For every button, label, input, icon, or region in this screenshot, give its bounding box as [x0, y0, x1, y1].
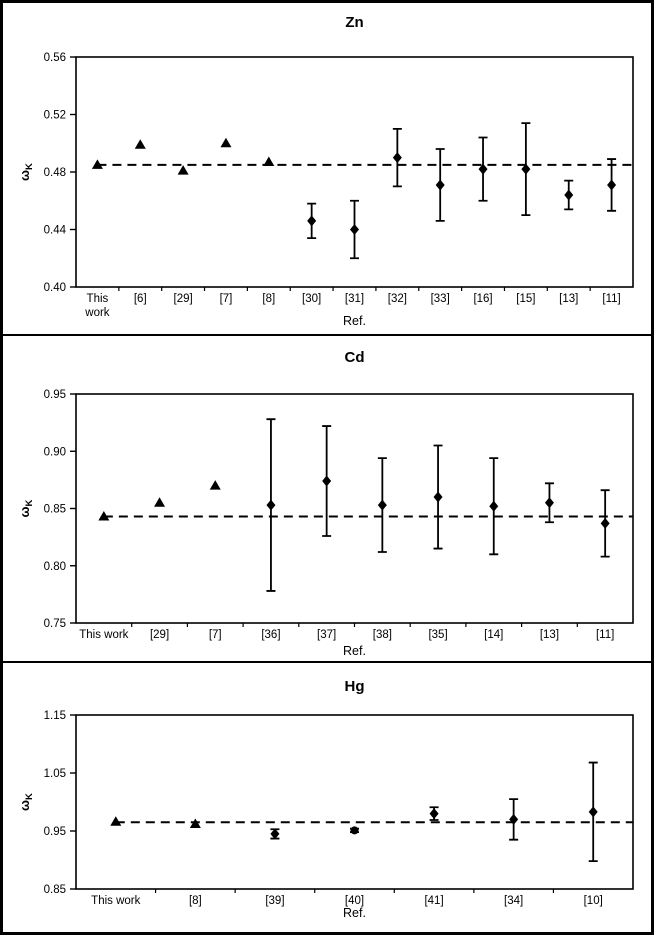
y-tick-label: 0.90 [43, 446, 66, 459]
panel-title: Cd [344, 349, 365, 366]
data-marker-diamond [489, 501, 498, 512]
y-axis-label [17, 163, 35, 181]
x-category-label: [13] [539, 629, 560, 641]
data-marker-diamond [589, 806, 598, 817]
k-subscript: K [24, 163, 35, 170]
y-tick-label: 0.40 [43, 282, 66, 294]
data-marker-diamond [378, 500, 387, 511]
panel-title: Zn [345, 14, 364, 31]
x-category-label: This [86, 293, 109, 305]
data-marker-diamond [266, 500, 275, 511]
x-category-label: [13] [559, 293, 579, 305]
x-category-label: [14] [484, 629, 504, 641]
x-category-label: [35] [428, 629, 448, 641]
x-category-label: [34] [504, 895, 524, 907]
y-tick-label: 0.44 [43, 224, 66, 237]
data-marker-diamond [564, 190, 573, 201]
data-marker-diamond [350, 224, 359, 235]
x-category-label: This work [91, 895, 141, 907]
x-category-label: [7] [219, 293, 233, 305]
x-category-label: [8] [262, 293, 276, 305]
x-category-label: [40] [344, 895, 365, 907]
x-category-label: [37] [317, 629, 337, 641]
data-marker-triangle [263, 156, 274, 166]
x-category-label: [39] [265, 895, 285, 907]
x-category-label: work [85, 307, 110, 319]
x-category-label: [11] [602, 293, 621, 305]
y-axis-label [17, 793, 35, 811]
x-category-label: [7] [208, 629, 222, 641]
x-category-label: [38] [372, 629, 392, 641]
x-category-label: [29] [149, 629, 170, 641]
x-axis-label: Ref. [343, 314, 366, 328]
x-category-label: [31] [344, 293, 365, 305]
x-axis-label: Ref. [343, 644, 366, 658]
x-category-label: [6] [133, 293, 147, 305]
y-tick-label: 0.85 [43, 884, 66, 896]
x-category-label: [29] [173, 293, 193, 305]
data-marker-diamond [601, 518, 610, 529]
data-marker-triangle [110, 816, 121, 826]
x-axis-label: Ref. [343, 906, 366, 920]
x-category-label: [36] [261, 629, 281, 641]
data-marker-diamond [430, 808, 439, 819]
data-marker-diamond [545, 497, 554, 508]
plot-svg [3, 3, 651, 334]
x-category-label: This work [79, 629, 129, 641]
data-marker-diamond [322, 476, 331, 487]
data-marker-diamond [436, 179, 445, 190]
x-category-label: [33] [430, 293, 450, 305]
panel-zn [3, 3, 651, 336]
k-subscript: K [24, 499, 35, 507]
data-marker-triangle [178, 165, 189, 175]
x-category-label: [11] [595, 629, 615, 641]
data-marker-circle [351, 826, 359, 834]
plot-border [76, 715, 633, 889]
panel-cd [3, 336, 651, 663]
x-category-label: [8] [188, 895, 202, 907]
y-tick-label: 0.75 [43, 618, 66, 630]
panel-title: Hg [344, 678, 365, 695]
data-marker-triangle [210, 480, 221, 490]
data-marker-triangle [220, 138, 231, 148]
plot-svg [3, 336, 651, 661]
x-category-label: [15] [516, 293, 536, 305]
y-axis-label [17, 499, 35, 517]
plot-svg [3, 663, 651, 932]
x-category-label: [16] [473, 293, 493, 305]
omega-symbol: ω [17, 169, 32, 181]
omega-symbol: ω [17, 506, 32, 518]
k-subscript: K [24, 793, 35, 800]
x-category-label: [10] [583, 895, 603, 907]
y-tick-label: 0.85 [43, 503, 66, 516]
y-tick-label: 0.80 [43, 560, 66, 573]
panel-hg [3, 663, 651, 932]
y-tick-label: 0.95 [43, 826, 66, 838]
x-category-label: [32] [387, 293, 407, 305]
x-category-label: [41] [424, 895, 444, 907]
y-tick-label: 0.95 [43, 389, 66, 401]
data-marker-diamond [307, 215, 316, 226]
y-tick-label: 0.52 [43, 109, 66, 122]
data-marker-diamond [607, 179, 616, 190]
y-tick-label: 0.48 [43, 167, 66, 179]
data-marker-diamond [434, 492, 443, 503]
y-tick-label: 1.15 [43, 710, 66, 722]
data-marker-triangle [154, 497, 165, 507]
y-tick-label: 1.05 [43, 768, 66, 780]
x-category-label: [30] [302, 293, 322, 305]
data-marker-diamond [393, 152, 402, 163]
y-tick-label: 0.56 [43, 52, 66, 64]
omega-symbol: ω [17, 799, 32, 811]
data-marker-triangle [135, 139, 146, 149]
